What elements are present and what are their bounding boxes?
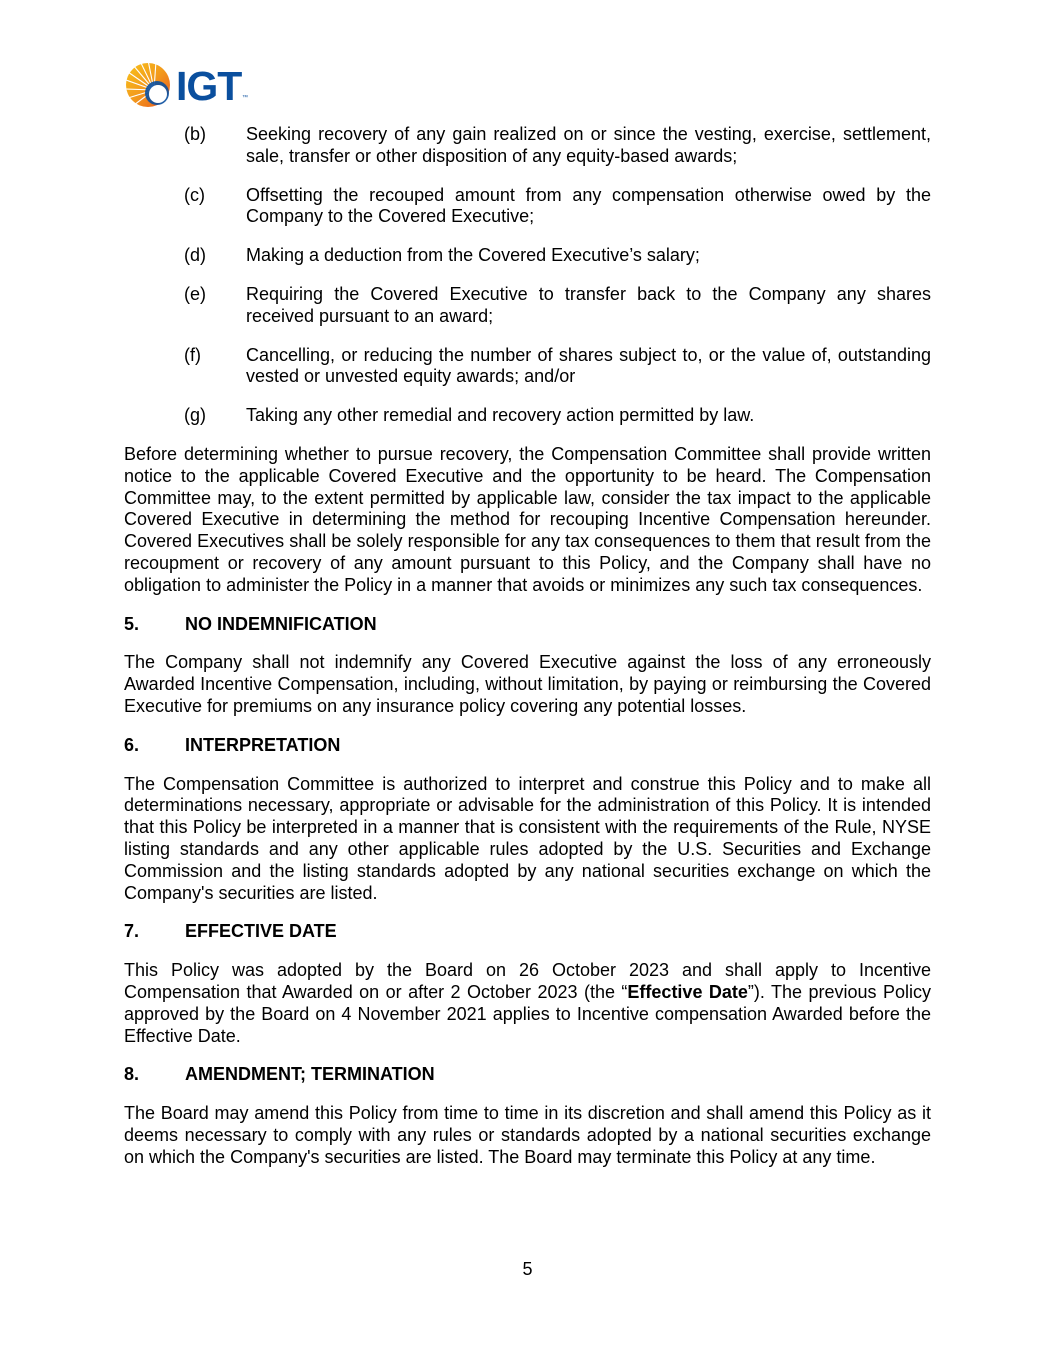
effective-date-text-before: This Policy was adopted by the Board on 26 October 2023 and shall apply to Incentive Compensation that Awarded on or after 2 October 2023 (the “ — [124, 960, 931, 1002]
page-number: 5 — [522, 1259, 533, 1279]
list-marker: (g) — [184, 405, 206, 426]
section-heading-effective-date — [124, 921, 931, 943]
list-marker: (d) — [184, 245, 206, 266]
section-body-amendment-termination: The Board may amend this Policy from time to time in its discretion and shall amend this Policy as it deems necessary to comply with any rules or standards adopted by a national securities exchange on which the Company's securities are listed. The Board may terminate this Policy at any time. — [124, 1103, 931, 1167]
list-item-b — [184, 124, 931, 168]
list-marker: (f) — [184, 344, 201, 365]
section-title: INTERPRETATION — [185, 734, 341, 755]
section-heading-no-indemnification — [124, 614, 931, 636]
section-number: 5. — [124, 613, 140, 634]
igt-logo — [124, 60, 254, 110]
list-marker: (c) — [184, 184, 205, 205]
section-number: 8. — [124, 1064, 140, 1085]
section-body-interpretation: The Compensation Committee is authorized to interpret and construe this Policy and to make all determinations necessary, appropriate or advisable for the administration of this Policy. It is intended that this Policy be interpreted in a manner that is consistent with the requirements of the Rule, NYSE listing standards and any other applicable rules adopted by the U.S. Securities and Exchange Commission and the listing standards adopted by any national securities exchange on which the Company's securities are listed. — [124, 773, 931, 903]
list-item-c — [184, 185, 931, 229]
list-text: Cancelling, or reducing the number of shares subject to, or the value of, outstanding vested or unvested equity awards; and/or — [246, 344, 931, 387]
logo-wordmark: IGT — [176, 63, 242, 109]
list-marker: (e) — [184, 283, 206, 304]
list-item-f — [184, 345, 931, 389]
trademark-symbol: ™ — [242, 95, 248, 101]
section-body-no-indemnification: The Company shall not indemnify any Covered Executive against the loss of any erroneously Awarded Incentive Compensation, including, without limitation, by paying or reimbursing the Covered Executive for premiums on any insurance policy covering any potential losses. — [124, 652, 931, 716]
list-text: Making a deduction from the Covered Executive’s salary; — [246, 245, 700, 266]
sunburst-logo-icon — [124, 60, 174, 110]
effective-date-defined-term: Effective Date — [627, 981, 748, 1002]
list-marker: (b) — [184, 124, 206, 144]
section-number: 7. — [124, 921, 140, 942]
document-body — [124, 124, 931, 1185]
list-text: Seeking recovery of any gain realized on or since the vesting, exercise, settlement, sale, transfer or other disposition of any equity-based awards; — [246, 124, 931, 166]
section-heading-interpretation — [124, 735, 931, 757]
effective-date-text-after: ”). The previous Policy approved by the Board on 4 November 2021 applies to Incentive compensation Awarded before the Effective Date. — [124, 981, 931, 1046]
section-number: 6. — [124, 734, 140, 755]
section-title: EFFECTIVE DATE — [185, 921, 337, 942]
list-text: Requiring the Covered Executive to transfer back to the Company any shares received pursuant to an award; — [246, 283, 931, 326]
list-item-d — [184, 245, 931, 267]
section-title: NO INDEMNIFICATION — [185, 613, 377, 634]
list-text: Offsetting the recouped amount from any compensation otherwise owed by the Company to the Covered Executive; — [246, 184, 931, 227]
recovery-paragraph: Before determining whether to pursue recovery, the Compensation Committee shall provide written notice to the applicable Covered Executive and the opportunity to be heard. The Compensation Committee may, to the extent permitted by applicable law, consider the tax impact to the applicable Covered Executive in determining the method for recouping Incentive Compensation hereunder. Covered Executives shall be solely responsible for any tax consequences to them that result from the recoupment or recovery of any amount pursuant to this Policy, and the Company shall have no obligation to administer the Policy in a manner that avoids or minimizes any such tax consequences. — [124, 443, 931, 595]
list-item-e — [184, 284, 931, 328]
section-heading-amendment-termination — [124, 1064, 931, 1086]
section-body-effective-date — [124, 960, 931, 1047]
list-item-g — [184, 405, 931, 427]
section-title: AMENDMENT; TERMINATION — [185, 1064, 435, 1085]
list-text: Taking any other remedial and recovery action permitted by law. — [246, 405, 755, 426]
